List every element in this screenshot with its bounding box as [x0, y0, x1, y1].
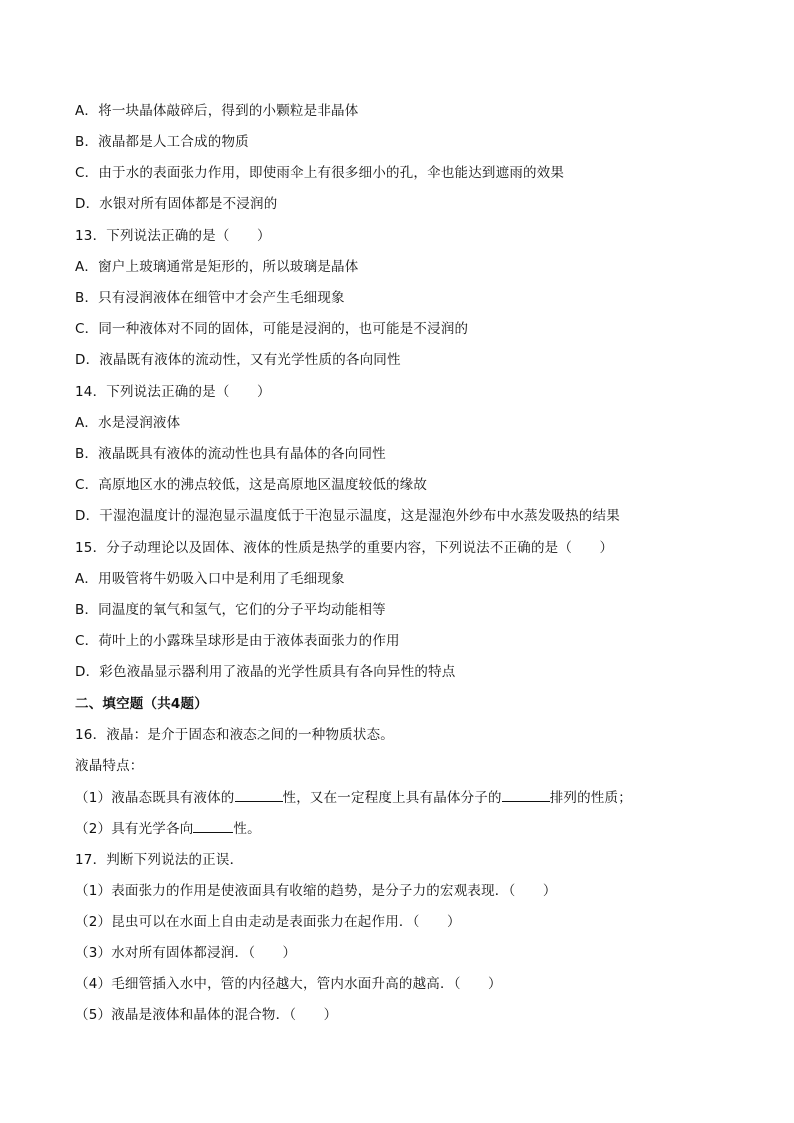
- statement-1: （1）表面张力的作用是使液面具有收缩的趋势，是分子力的宏观表现．（ ）: [75, 883, 557, 899]
- answer-blank-1[interactable]: [235, 789, 283, 802]
- option-b-q15: B．同温度的氧气和氢气，它们的分子平均动能相等: [75, 602, 386, 618]
- option-d-q12: D．水银对所有固体都是不浸润的: [75, 196, 278, 212]
- liquid-crystal-features-label: 液晶特点：: [75, 758, 144, 774]
- statement-3: （3）水对所有固体都浸润．（ ）: [75, 945, 297, 961]
- question-13: 13．下列说法正确的是（ ）: [75, 228, 271, 244]
- option-d-q14: D．干湿泡温度计的湿泡显示温度低于干泡显示温度，这是湿泡外纱布中水蒸发吸热的结果: [75, 508, 620, 524]
- option-c-q15: C．荷叶上的小露珠呈球形是由于液体表面张力的作用: [75, 633, 400, 649]
- answer-blank-2[interactable]: [502, 789, 550, 802]
- question-17: 17．判断下列说法的正误．: [75, 852, 244, 868]
- option-a-q12: A．将一块晶体敲碎后，得到的小颗粒是非晶体: [75, 103, 359, 119]
- option-c-q14: C．高原地区水的沸点较低，这是高原地区温度较低的缘故: [75, 477, 428, 493]
- statement-4: （4）毛细管插入水中，管的内径越大，管内水面升高的越高．（ ）: [75, 976, 502, 992]
- part-1-text-b: 性，又在一定程度上具有晶体分子的: [282, 790, 502, 806]
- option-a-q15: A．用吸管将牛奶吸入口中是利用了毛细现象: [75, 571, 345, 587]
- part-2-text-b: 性。: [233, 821, 261, 837]
- option-b-q14: B．液晶既具有液体的流动性也具有晶体的各向同性: [75, 446, 386, 462]
- section-heading-fill-in: 二、填空题（共4题）: [75, 696, 208, 712]
- option-a-q14: A．水是浸润液体: [75, 415, 181, 431]
- option-b-q12: B．液晶都是人工合成的物质: [75, 134, 249, 150]
- option-b-q13: B．只有浸润液体在细管中才会产生毛细现象: [75, 290, 345, 306]
- question-15: 15．分子动理论以及固体、液体的性质是热学的重要内容，下列说法不正确的是（ ）: [75, 540, 614, 556]
- option-a-q13: A．窗户上玻璃通常是矩形的，所以玻璃是晶体: [75, 259, 359, 275]
- statement-2: （2）昆虫可以在水面上自由走动是表面张力在起作用．（ ）: [75, 914, 461, 930]
- question-16-part-1: [75, 789, 632, 806]
- part-2-text-a: （2）具有光学各向: [75, 821, 194, 837]
- answer-blank-3[interactable]: [193, 820, 233, 833]
- question-14: 14．下列说法正确的是（ ）: [75, 384, 271, 400]
- statement-5: （5）液晶是液体和晶体的混合物．（ ）: [75, 1007, 338, 1023]
- question-16-part-2: [75, 820, 261, 837]
- option-c-q13: C．同一种液体对不同的固体，可能是浸润的，也可能是不浸润的: [75, 321, 469, 337]
- option-c-q12: C．由于水的表面张力作用，即使雨伞上有很多细小的孔，伞也能达到遮雨的效果: [75, 165, 565, 181]
- option-d-q15: D．彩色液晶显示器利用了液晶的光学性质具有各向异性的特点: [75, 664, 456, 680]
- part-1-text-c: 排列的性质；: [549, 790, 632, 806]
- part-1-text-a: （1）液晶态既具有液体的: [75, 790, 235, 806]
- question-16: 16．液晶：是介于固态和液态之间的一种物质状态。: [75, 727, 394, 743]
- option-d-q13: D．液晶既有液体的流动性，又有光学性质的各向同性: [75, 352, 401, 368]
